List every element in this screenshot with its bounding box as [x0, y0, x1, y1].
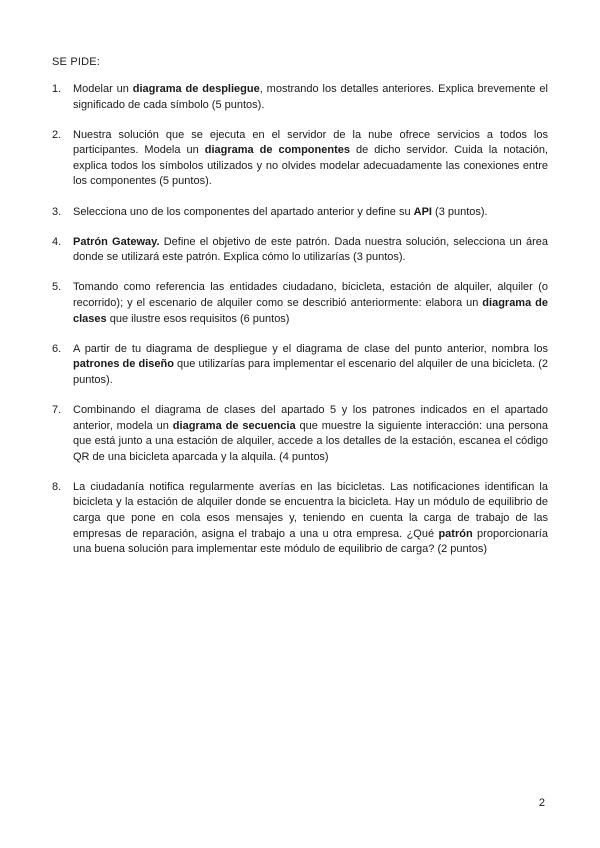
item-number: 1.: [52, 83, 62, 95]
item-text: Modelar un diagrama de despliegue, mostrando los detalles anteriores. Explica brevemente el significado de cada símbolo (5 puntos).: [73, 83, 548, 111]
bold-term: patrones de diseño: [73, 358, 174, 371]
item-text: Nuestra solución que se ejecuta en el servidor de la nube ofrece servicios a todos los participantes. Modela un diagrama de componentes de dicho servidor. Cuida la notación, explica todos los símbolos utilizados y no olvides modelar adecuadamente las conexiones entre los componentes (5 puntos).: [73, 128, 548, 188]
task-list: [52, 82, 548, 572]
item-text: Patrón Gateway. Define el objetivo de este patrón. Dada nuestra solución, selecciona un área donde se utilizará este patrón. Explica cómo lo utilizarías (3 puntos).: [73, 235, 548, 264]
bold-term: diagrama de despliegue: [132, 83, 260, 95]
item-text: Tomando como referencia las entidades ciudadano, bicicleta, estación de alquiler, alquiler (o recorrido); y el escenario de alquiler como se describió anteriormente: elabora un diagrama de clases que ilustre esos requisitos (6 puntos): [73, 281, 548, 325]
list-item: [52, 235, 548, 266]
list-item: [52, 342, 548, 389]
item-number: 4.: [52, 235, 62, 248]
bold-term: diagrama de secuencia: [172, 419, 296, 432]
item-number: 3.: [52, 205, 62, 218]
list-item: [52, 82, 548, 113]
bold-term: patrón: [438, 527, 473, 540]
item-text: La ciudadanía notifica regularmente averías en las bicicletas. Las notificaciones identifican la bicicleta y la estación de alquiler donde se encuentra la bicicleta. Hay un módulo de equilibrio de carga que pone en cola esos mensajes y, teniendo en cuenta la carga de trabajo de las empresas de reparación, asigna el trabajo a una u otra empresa. ¿Qué patrón proporcionaría una buena solución para implementar este módulo de equilibrio de carga? (2 puntos): [73, 480, 548, 556]
list-item: [52, 128, 548, 190]
item-number: 5.: [52, 281, 62, 294]
list-item: [52, 403, 548, 465]
list-item: [52, 205, 548, 221]
bold-term: Patrón Gateway.: [73, 235, 160, 248]
section-heading: SE PIDE:: [52, 56, 101, 68]
item-text: Combinando el diagrama de clases del apartado 5 y los patrones indicados en el apartado anterior, modela un diagrama de secuencia que muestre la siguiente interacción: una persona que está junto a una estación de alquiler, accede a los detalles de la estación, escanea el código QR de una bicicleta aparcada y la alquila. (4 puntos): [73, 403, 548, 463]
bold-term: API: [413, 205, 432, 218]
item-text: Selecciona uno de los componentes del apartado anterior y define su API (3 puntos).: [73, 205, 488, 218]
bold-term: diagrama de clases: [73, 296, 548, 325]
item-text: A partir de tu diagrama de despliegue y el diagrama de clase del punto anterior, nombra los patrones de diseño que utilizarías para implementar el escenario del alquiler de una bicicleta. (2 puntos).: [73, 342, 548, 386]
item-number: 8.: [52, 480, 62, 493]
item-number: 2.: [52, 128, 62, 141]
list-item: [52, 480, 548, 558]
list-item: [52, 280, 548, 327]
bold-term: diagrama de componentes: [204, 144, 350, 157]
item-number: 6.: [52, 342, 62, 355]
item-number: 7.: [52, 403, 62, 416]
page-number: 2: [538, 797, 545, 809]
